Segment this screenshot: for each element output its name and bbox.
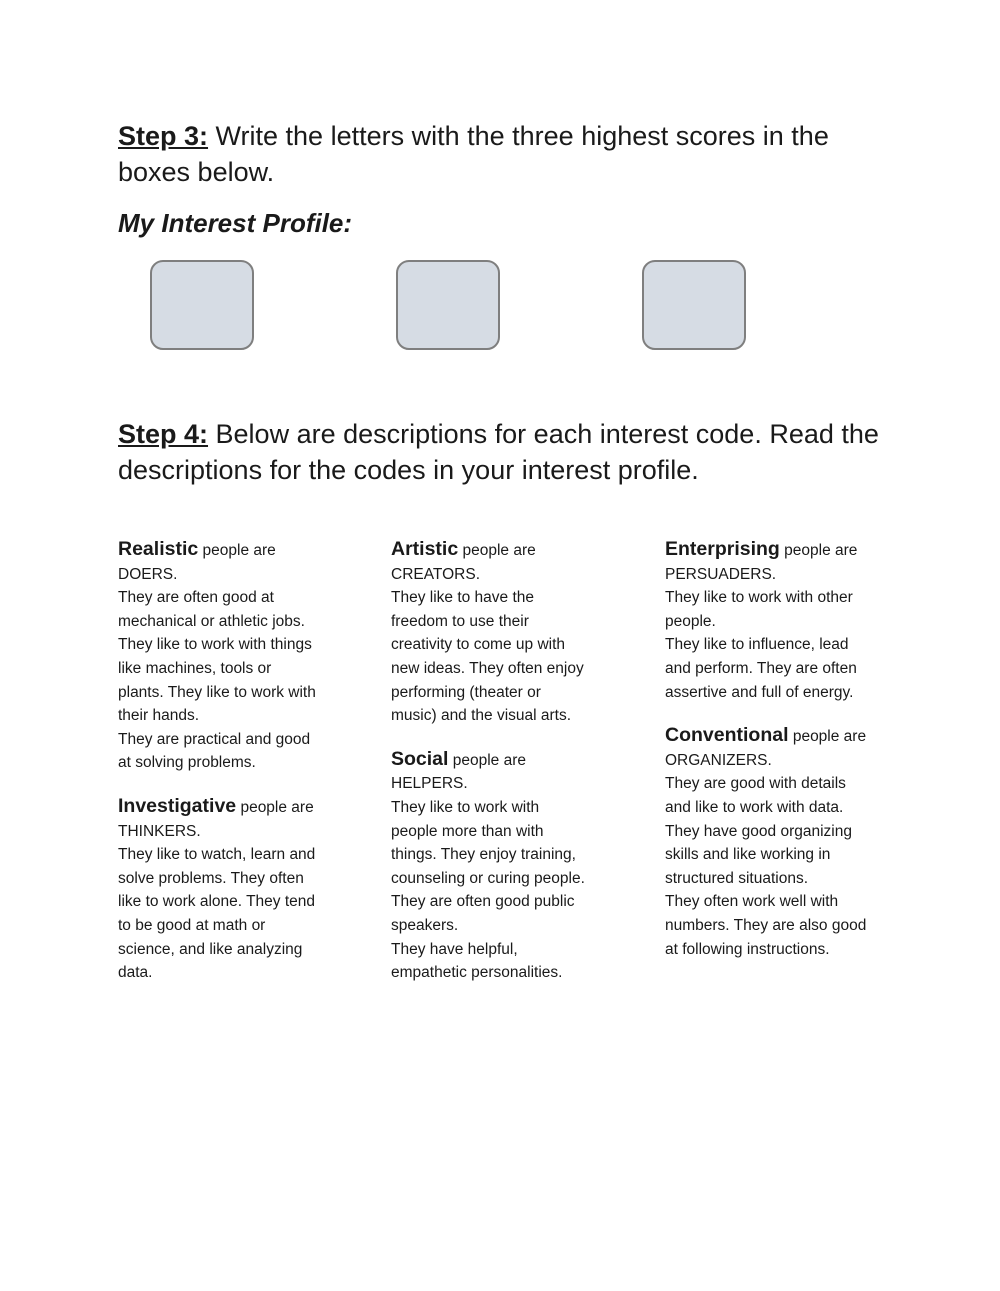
code-artistic: [391, 538, 631, 728]
code-social: [391, 748, 631, 985]
code-heading-tail: people are: [458, 542, 536, 559]
code-description-line: speakers.: [391, 916, 459, 934]
code-description-line: solve problems. They often: [118, 869, 304, 887]
code-name: Enterprising: [665, 538, 780, 560]
profile-answer-box-1[interactable]: [150, 260, 254, 350]
profile-answer-box-3[interactable]: [642, 260, 746, 350]
code-description-line: They like to work with things: [118, 636, 312, 654]
code-description-line: ORGANIZERS.: [665, 751, 772, 769]
profile-title: My Interest Profile:: [118, 208, 353, 238]
code-heading-tail: people are: [236, 798, 314, 816]
code-description-line: data.: [118, 964, 153, 982]
code-description-line: their hands.: [118, 707, 199, 725]
code-heading: [391, 538, 631, 563]
code-description-line: assertive and full of energy.: [665, 683, 854, 701]
code-description-line: people more than with: [391, 822, 544, 840]
code-description-line: music) and the visual arts.: [391, 707, 572, 725]
code-description-line: They like to work with other: [665, 589, 853, 607]
step-3-text: Write the letters with the three highest scores in the boxes below.: [118, 121, 829, 187]
code-description-line: at following instructions.: [665, 940, 830, 958]
code-description-line: DOERS.: [118, 565, 178, 583]
code-heading: [665, 724, 895, 749]
code-description-line: plants. They like to work with: [118, 683, 316, 701]
step-4-text: Below are descriptions for each interest code. Read the descriptions for the codes in your interest profile.: [118, 419, 879, 485]
code-description-line: They like to watch, learn and: [118, 846, 316, 864]
codes-column-2: [391, 538, 631, 1005]
code-description-line: They like to have the: [391, 589, 535, 607]
step-3-label: Step 3:: [118, 121, 209, 151]
code-heading-tail: people are: [788, 728, 867, 746]
code-name: Social: [391, 747, 449, 770]
code-heading: [665, 538, 895, 563]
code-investigative: [118, 795, 358, 985]
code-description-line: They like to influence, lead: [665, 636, 849, 654]
code-description-line: skills and like working in: [665, 846, 831, 864]
code-description-line: performing (theater or: [391, 683, 541, 701]
code-description-line: things. They enjoy training,: [391, 846, 576, 864]
code-description-line: at solving problems.: [118, 754, 256, 772]
step-4-instruction: [118, 416, 908, 488]
code-realistic: [118, 538, 358, 775]
code-name: Investigative: [118, 794, 237, 817]
code-heading: [391, 748, 631, 773]
code-description-line: like machines, tools or: [118, 659, 272, 677]
code-description-line: PERSUADERS.: [665, 565, 777, 583]
code-description-line: empathetic personalities.: [391, 964, 563, 982]
code-description-line: and like to work with data.: [665, 798, 844, 816]
code-heading-tail: people are: [448, 751, 527, 769]
code-description-line: They often work well with: [665, 893, 839, 911]
code-description-line: new ideas. They often enjoy: [391, 659, 584, 677]
code-description-line: THINKERS.: [118, 822, 201, 840]
code-enterprising: [665, 538, 895, 704]
code-description-line: HELPERS.: [391, 775, 468, 793]
code-name: Realistic: [118, 538, 199, 560]
code-description-line: They are often good public: [391, 893, 575, 911]
code-description-line: science, and like analyzing: [118, 940, 303, 958]
code-description-line: They have helpful,: [391, 940, 518, 958]
code-name: Artistic: [391, 538, 459, 560]
code-description-line: people.: [665, 612, 716, 630]
code-description-line: to be good at math or: [118, 916, 266, 934]
code-heading: [118, 795, 358, 820]
code-description-line: They are practical and good: [118, 730, 311, 748]
code-description-line: creativity to come up with: [391, 636, 566, 654]
code-description-line: and perform. They are often: [665, 659, 857, 677]
code-description-line: freedom to use their: [391, 612, 529, 630]
codes-column-3: [665, 538, 895, 981]
code-description-line: They like to work with: [391, 798, 540, 816]
code-heading: [118, 538, 358, 563]
code-conventional: [665, 724, 895, 961]
code-description-line: numbers. They are also good: [665, 916, 867, 934]
code-description-line: counseling or curing people.: [391, 869, 585, 887]
code-heading-tail: people are: [198, 542, 276, 559]
code-description-line: mechanical or athletic jobs.: [118, 612, 305, 630]
code-description-line: CREATORS.: [391, 565, 480, 583]
code-description-line: like to work alone. They tend: [118, 893, 316, 911]
code-description-line: structured situations.: [665, 869, 809, 887]
code-description-line: They are often good at: [118, 589, 274, 607]
code-name: Conventional: [665, 724, 789, 747]
step-4-label: Step 4:: [118, 419, 209, 449]
step-3-instruction: [118, 118, 908, 190]
code-description-line: They have good organizing: [665, 822, 852, 840]
codes-column-1: [118, 538, 358, 1005]
code-heading-tail: people are: [779, 542, 858, 559]
profile-answer-box-2[interactable]: [396, 260, 500, 350]
code-description-line: They are good with details: [665, 775, 846, 793]
